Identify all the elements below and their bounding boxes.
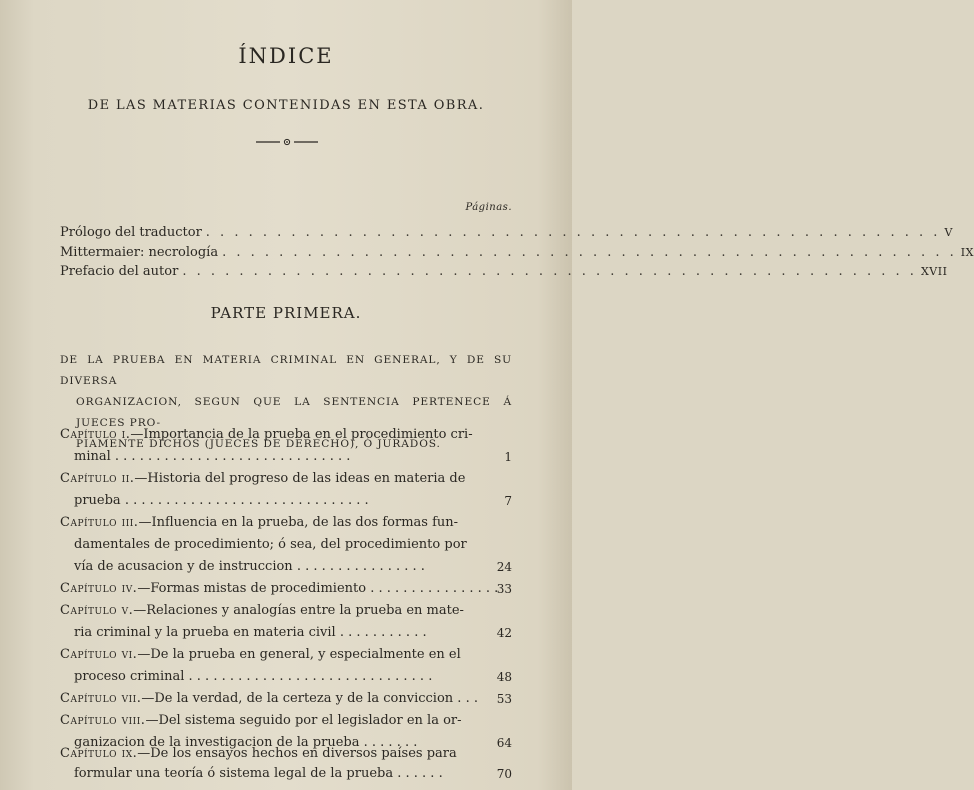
chapter-title-line: —Relaciones y analogías entre la prueba en mate- xyxy=(133,603,464,618)
chapter-page: 7 xyxy=(504,494,512,508)
chapter-page: 64 xyxy=(496,736,512,750)
chapter-entry xyxy=(60,578,512,600)
leader-dots: . . . . . . . . . . . . . . . . . . . . . . . . . . . . . . . . . . . . . . . . . . . . . . . . . . . . xyxy=(222,245,957,260)
chapter-entry xyxy=(60,688,512,710)
chapter-title-line: —Del sistema seguido por el legislador en la or- xyxy=(145,713,462,728)
leader-dots: . . . . . . . . . . . . . . . . xyxy=(292,559,425,574)
chapter-entry xyxy=(60,512,512,578)
chapter-title-line: ria criminal y la prueba en materia civil xyxy=(74,625,336,640)
chapter-page: 48 xyxy=(496,670,512,684)
front-matter-label: Prefacio del autor xyxy=(60,264,179,279)
leader-dots: . . . . . . xyxy=(393,766,443,781)
leader-dots: . . . xyxy=(453,691,478,706)
chapter-title-line: —De la verdad, de la certeza y de la conviccion xyxy=(141,691,454,706)
front-matter-label: Mittermaier: necrología xyxy=(60,245,219,260)
chapter-entry xyxy=(60,600,512,644)
chapter-title-line: —De la prueba en general, y especialmente en el xyxy=(137,647,461,662)
leader-dots: . . . . . . . . . . . . . . . . . . . . . . . . . . . . . . xyxy=(120,493,369,508)
chapter-entry xyxy=(60,744,512,784)
chapter-title-line: prueba xyxy=(74,493,121,508)
chapter-page: 42 xyxy=(496,626,512,640)
leader-dots: . . . . . . . . . . . . . . . . xyxy=(366,581,499,596)
chapter-entry xyxy=(60,468,512,512)
leader-dots: . . . . . . . . . . . xyxy=(335,625,427,640)
part-description-line: ORGANIZACION, SEGUN QUE LA SENTENCIA PERTENECE Á JUECES PRO- xyxy=(76,396,512,429)
chapter-title-line: —Influencia en la prueba, de las dos formas fun- xyxy=(138,515,459,530)
chapter-title-line: —Formas mistas de procedimiento xyxy=(137,581,367,596)
chapter-title-line: formular una teoría ó sistema legal de la prueba xyxy=(74,766,394,781)
chapter-page: 70 xyxy=(496,767,512,781)
leader-dots: . . . . . . . . . . . . . . . . . . . . . . . . . . . . . . . . . . . . . . . . . . . . . . . . . . . . xyxy=(182,264,917,279)
leader-dots: . . . . . . . . . . . . . . . . . . . . . . . . . . . . . . xyxy=(184,669,433,684)
chapter-label: Capítulo vi. xyxy=(60,647,138,662)
chapter-title-line: ganizacion de la investigacion de la prueba xyxy=(74,735,360,750)
chapter-title-line: —Importancia de la prueba en el procedimiento cri- xyxy=(130,427,473,442)
chapter-label: Capítulo ix. xyxy=(60,746,138,761)
chapter-label: Capítulo viii. xyxy=(60,713,146,728)
chapter-label: Capítulo iv. xyxy=(60,581,138,596)
front-matter-label: Prólogo del traductor xyxy=(60,225,202,240)
chapter-page: 1 xyxy=(504,450,512,464)
front-matter-row xyxy=(60,245,974,260)
chapter-label: Capítulo iii. xyxy=(60,515,139,530)
chapter-title-line: —De los ensayos hechos en diversos países para xyxy=(137,746,457,761)
leader-dots: . . . . . . . . . . . . . . . . . . . . . . . . . . . . . xyxy=(110,449,351,464)
chapter-entry xyxy=(60,424,512,468)
chapter-label: Capítulo ii. xyxy=(60,471,135,486)
front-matter-page: V xyxy=(944,226,953,239)
chapter-label: Capítulo vii. xyxy=(60,691,142,706)
chapter-page: 53 xyxy=(496,692,512,706)
chapter-title-line: proceso criminal xyxy=(74,669,185,684)
page-title: ÍNDICE xyxy=(238,44,334,68)
front-matter-page: XVII xyxy=(920,265,948,278)
part-description-line: DE LA PRUEBA EN MATERIA CRIMINAL EN GENERAL, Y DE SU DIVERSA xyxy=(60,354,512,387)
chapter-entry xyxy=(60,644,512,688)
leader-dots: . . . . . . . . . . . . . . . . . . . . . . . . . . . . . . . . . . . . . . . . . . . . . . . . . . . . xyxy=(205,225,941,240)
chapter-page: 33 xyxy=(496,582,512,596)
chapter-title-line: —Historia del progreso de las ideas en materia de xyxy=(134,471,466,486)
page-subtitle: DE LAS MATERIAS CONTENIDAS EN ESTA OBRA. xyxy=(87,98,485,113)
pages-column-label: Páginas. xyxy=(465,202,512,213)
chapter-title-line: minal xyxy=(74,449,111,464)
front-matter-row xyxy=(60,225,953,240)
chapter-label: Capítulo v. xyxy=(60,603,134,618)
front-matter-page: IX xyxy=(960,246,974,259)
chapter-title-line: damentales de procedimiento; ó sea, del procedimiento por xyxy=(74,537,467,552)
part-title: PARTE PRIMERA. xyxy=(210,304,362,322)
chapter-page: 24 xyxy=(496,560,512,574)
chapter-title-line: vía de acusacion y de instruccion xyxy=(74,559,293,574)
leader-dots: . . . . . . . xyxy=(359,735,418,750)
ornament-divider xyxy=(256,137,318,147)
front-matter-row xyxy=(60,264,948,279)
part-description-line: PIAMENTE DICHOS (JUECES DE DERECHO), Ó JURADOS. xyxy=(76,438,441,450)
chapter-label: Capítulo i. xyxy=(60,427,131,442)
